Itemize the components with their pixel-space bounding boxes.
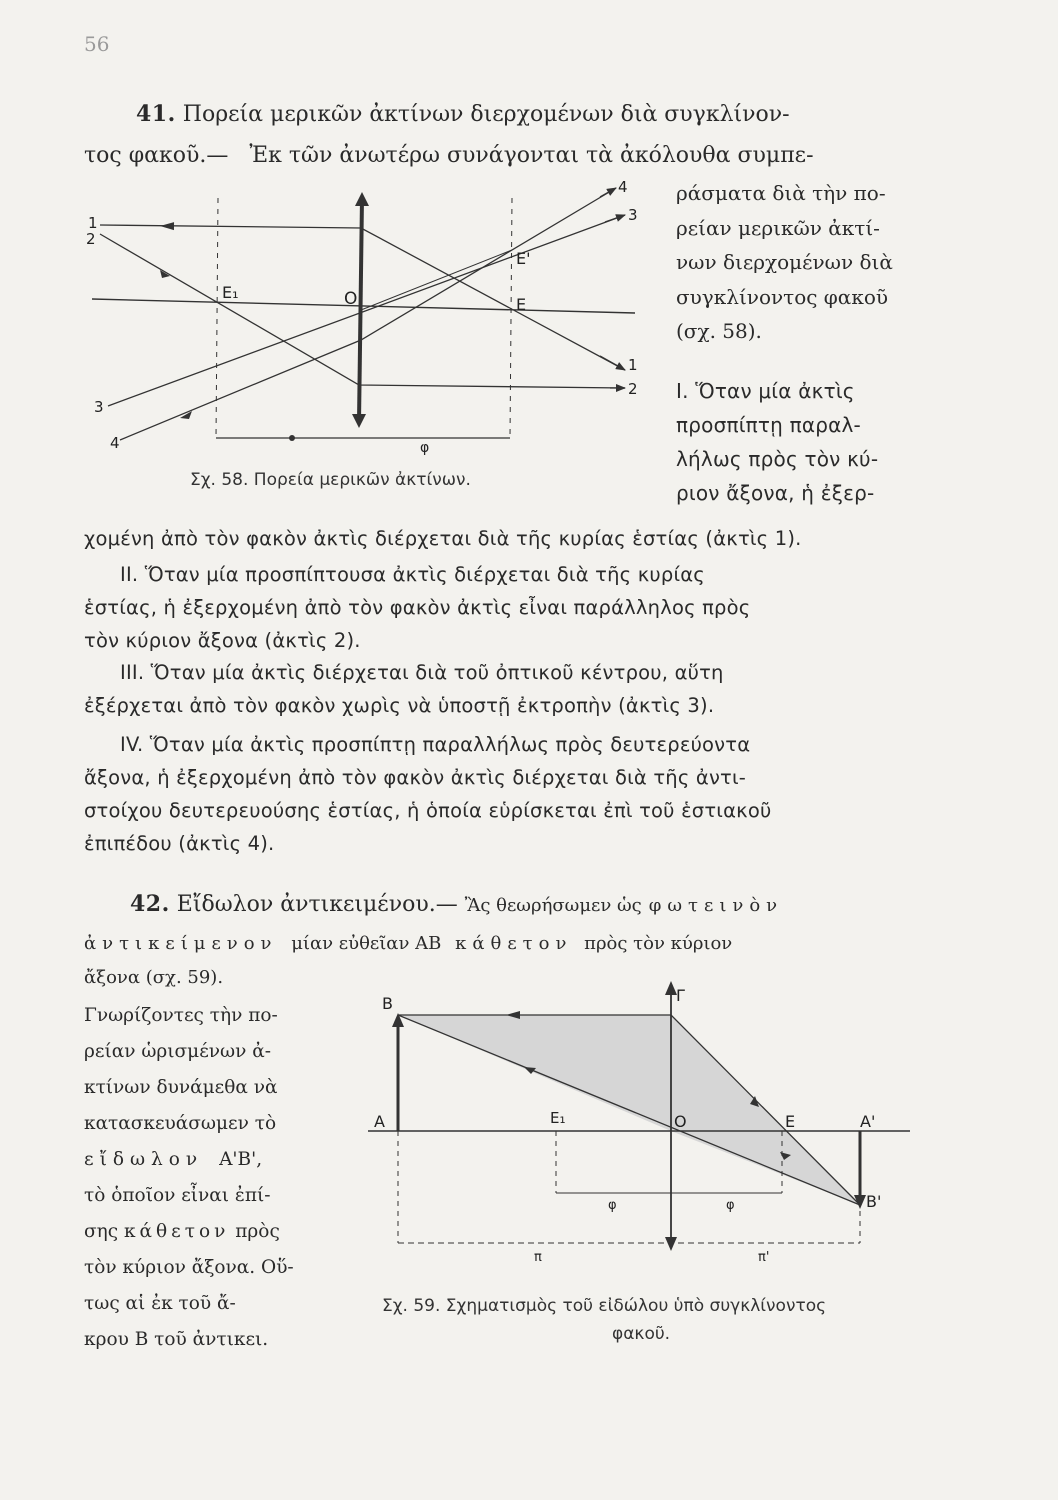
- section-41-heading: [136, 98, 790, 131]
- figure-59-caption-line1: Σχ. 59. Σχηματισμὸς τοῦ εἰδώλου ὑπὸ συγκλίνοντος: [382, 1296, 827, 1316]
- page-number: 56: [84, 32, 110, 56]
- text-line: ἐξέρχεται ἀπὸ τὸν φακὸν χωρὶς νὰ ὑποστῇ ἐκτροπὴν (ἀκτὶς 3).: [84, 694, 715, 717]
- rule-4: [84, 728, 771, 860]
- text-spaced: εἴδωλον: [84, 1149, 204, 1170]
- ray-label-1-out: 1: [628, 356, 638, 374]
- distance-label-pi: π: [534, 1250, 542, 1265]
- distance-label-piprime: π': [758, 1250, 770, 1265]
- rule-1-side: [676, 374, 878, 510]
- section-41-number: 41.: [136, 101, 176, 127]
- section-42-number: 42.: [130, 891, 170, 917]
- section-41-intro-line1: Ἐκ τῶν ἀνωτέρω συνάγονται τὰ ἀκόλουθα συμπε-: [249, 143, 814, 168]
- focal-label-left: φ: [608, 1198, 617, 1213]
- text-line: κατασκευάσωμεν τὸ: [84, 1113, 277, 1134]
- text-line: ράσματα διὰ τὴν πο-: [676, 181, 886, 205]
- ray-label-4: 4: [110, 434, 120, 452]
- ray-label-2: 2: [86, 230, 96, 248]
- section-41-title-cont: τος φακοῦ.—: [84, 143, 229, 168]
- lens-arrow-bottom: [665, 1237, 677, 1251]
- section-41-title: Πορεία μερικῶν ἀκτίνων διερχομένων διὰ συγκλίνον-: [182, 102, 790, 127]
- text-line: κρου Β τοῦ ἀντικει.: [84, 1329, 269, 1350]
- ray-label-2-out: 2: [628, 380, 638, 398]
- focal-plane-right: [510, 198, 512, 438]
- text-line: ἑστίας, ἡ ἐξερχομένη ἀπὸ τὸν φακὸν ἀκτὶς εἶναι παράλληλος πρὸς: [84, 596, 751, 619]
- focus-label-e1: E₁: [222, 283, 239, 302]
- text-ab: Α'Β',: [219, 1149, 263, 1170]
- lens-arrow-bottom: [352, 414, 366, 428]
- section-42-title: Εἴδωλον ἀντικειμένου.—: [176, 892, 458, 917]
- ray-4-head: [600, 188, 616, 197]
- text-line: I. Ὅταν μία ἀκτὶς: [676, 379, 855, 403]
- text-line: II. Ὅταν μία προσπίπτουσα ἀκτὶς διέρχεται διὰ τῆς κυρίας: [120, 563, 705, 586]
- point-label-b: B: [382, 994, 393, 1013]
- text-line: τως αἱ ἐκ τοῦ ἄ-: [84, 1293, 236, 1314]
- principal-axis: [92, 299, 635, 313]
- text-line: τὸ ὁποῖον εἶναι ἐπί-: [84, 1185, 271, 1206]
- focal-label-right: φ: [726, 1198, 735, 1213]
- lens-arrow-top: [355, 192, 369, 206]
- text-line: προσπίπτῃ παραλ-: [676, 413, 861, 437]
- ray-label-4-out: 4: [618, 178, 628, 196]
- figure-58-diagram: [80, 170, 660, 510]
- rule-1-end: χομένη ἀπὸ τὸν φακὸν ἀκτὶς διέρχεται διὰ τῆς κυρίας ἑστίας (ἀκτὶς 1).: [84, 527, 802, 550]
- text-line: κτίνων δυνάμεθα νὰ: [84, 1077, 278, 1098]
- section-41-intro-side: [676, 176, 893, 349]
- point-label-aprime: A': [860, 1112, 876, 1131]
- secondary-axis: [361, 250, 512, 310]
- text-line: τὸν κύριον ἄξονα. Οὕ-: [84, 1257, 294, 1278]
- focal-length-label: φ: [420, 440, 430, 456]
- center-label-o: O: [674, 1112, 687, 1131]
- figure-59-caption-line2: φακοῦ.: [612, 1324, 671, 1344]
- text-line: (σχ. 58).: [676, 319, 762, 343]
- point-label-g: Γ: [676, 986, 685, 1005]
- text-line: στοίχου δευτερευούσης ἑστίας, ἡ ὁποία εὑρίσκεται ἐπὶ τοῦ ἑστιακοῦ: [84, 799, 772, 822]
- ray-3-head: [605, 215, 625, 222]
- figure-59-diagram: [360, 975, 920, 1275]
- text-start: σης: [84, 1221, 119, 1242]
- text-line: νων διερχομένων διὰ: [676, 250, 893, 274]
- section-42-heading: [130, 888, 783, 922]
- text-mid: μίαν εὐθεῖαν ΑΒ: [291, 933, 442, 954]
- focus-label-e: E: [785, 1112, 796, 1131]
- text-line: ρείαν ὡρισμένων ἀ-: [84, 1041, 271, 1062]
- section-42-line2: [84, 928, 732, 960]
- text-end: πρὸς: [235, 1221, 280, 1242]
- text-line: ρείαν μερικῶν ἀκτί-: [676, 215, 880, 240]
- center-label-o: O: [344, 289, 358, 309]
- section-42-line1-spaced: φωτεινὸν: [648, 895, 784, 916]
- section-42-line3: ἄξονα (σχ. 59).: [84, 967, 224, 988]
- point-label-bprime: B': [866, 1192, 882, 1211]
- text-line: IV. Ὅταν μία ἀκτὶς προσπίπτῃ παραλλήλως πρὸς δευτερεύοντα: [120, 733, 751, 756]
- focal-length-dot: [289, 435, 295, 441]
- focal-plane-left: [216, 198, 218, 438]
- text-end: πρὸς τὸν κύριον: [584, 933, 733, 954]
- text-line: [84, 1142, 294, 1178]
- text-line: III. Ὅταν μία ἀκτὶς διέρχεται διὰ τοῦ ὀπτικοῦ κέντρου, αὕτη: [120, 661, 724, 684]
- rule-3: [84, 656, 724, 722]
- text-line: συγκλίνοντος φακοῦ: [676, 284, 889, 309]
- section-42-line1-rest: Ἂς θεωρήσωμεν ὡς: [464, 895, 642, 916]
- text-line: ἐπιπέδου (ἀκτὶς 4).: [84, 832, 275, 855]
- text-line: Γνωρίζοντες τὴν πο-: [84, 1005, 278, 1026]
- figure-58-caption: Σχ. 58. Πορεία μερικῶν ἀκτίνων.: [190, 470, 471, 490]
- secondary-focus-label: E': [516, 249, 531, 268]
- text-line: ἄξονα, ἡ ἐξερχομένη ἀπὸ τὸν φακὸν ἀκτὶς διέρχεται διὰ τῆς ἀντι-: [84, 766, 747, 789]
- ray-label-3: 3: [94, 398, 104, 416]
- point-label-a: A: [374, 1112, 385, 1131]
- rule-2: [84, 558, 750, 657]
- text-spaced: κάθετον: [455, 933, 573, 954]
- ray-1-head: [600, 356, 625, 370]
- focus-label-e1: E₁: [550, 1109, 566, 1127]
- section-41-heading-cont: [84, 140, 814, 172]
- text-line: [84, 1214, 294, 1250]
- section-42-side-text: [84, 998, 294, 1358]
- text-line: ριον ἄξονα, ἡ ἐξερ-: [676, 481, 875, 505]
- ray-label-3-out: 3: [628, 206, 638, 224]
- text-spaced: ἀντικείμενον: [84, 933, 278, 954]
- text-line: τὸν κύριον ἄξονα (ἀκτὶς 2).: [84, 629, 361, 652]
- ray-label-1: 1: [88, 214, 98, 232]
- focus-label-e: E: [516, 295, 527, 314]
- text-spaced: κάθετον: [123, 1221, 230, 1242]
- ray-1-arrow: [160, 222, 174, 230]
- text-line: λήλως πρὸς τὸν κύ-: [676, 447, 879, 471]
